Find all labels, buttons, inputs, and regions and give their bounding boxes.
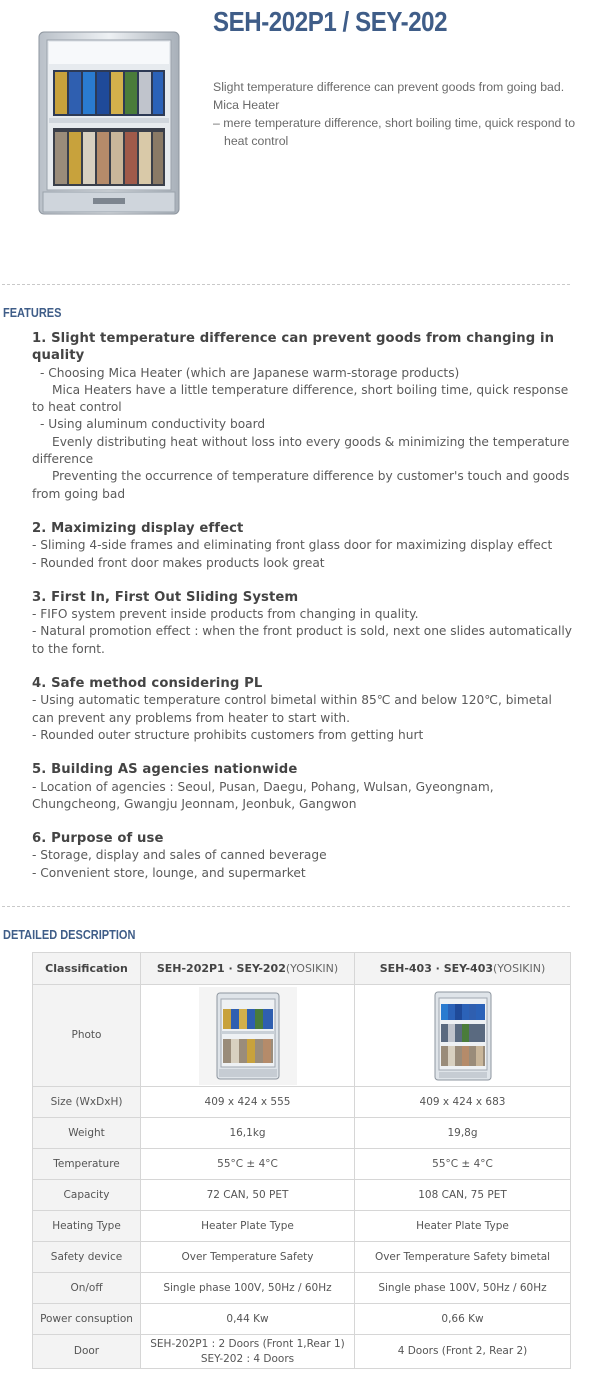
table-cell: 72 CAN, 50 PET [141, 1180, 355, 1211]
section-divider [2, 906, 570, 907]
feature-line: - Using aluminum conductivity board [40, 417, 266, 432]
table-cell: Heater Plate Type [141, 1211, 355, 1242]
table-cell: 409 x 424 x 555 [141, 1087, 355, 1118]
row-label: Heating Type [33, 1211, 141, 1242]
feature-line: - Using automatic temperature control bimetal within 85℃ and below 120℃, bimetal can prevent any problems from heater to start with. [32, 693, 552, 725]
table-cell: Over Temperature Safety bimetal [355, 1242, 571, 1273]
table-row [33, 1180, 571, 1211]
row-label: On/off [33, 1273, 141, 1304]
model-column-header [141, 953, 355, 985]
feature-line: - Rounded outer structure prohibits customers from getting hurt [32, 727, 424, 742]
model-name: SEH-403 · SEY-403 [379, 962, 494, 975]
table-row [33, 1335, 571, 1369]
table-row [33, 1118, 571, 1149]
feature-heading: 1. Slight temperature difference can prevent goods from changing in quality [32, 331, 555, 364]
table-cell: Single phase 100V, 50Hz / 60Hz [355, 1273, 571, 1304]
feature-heading: 6. Purpose of use [32, 831, 164, 847]
feature-line: - Rounded front door makes products look great [32, 555, 325, 570]
row-label: Temperature [33, 1149, 141, 1180]
row-label: Safety device [33, 1242, 141, 1273]
feature-line: - Natural promotion effect : when the front product is sold, next one slides automatically to the fornt. [32, 624, 572, 656]
row-label: Size (WxDxH) [33, 1087, 141, 1118]
table-cell [141, 1335, 355, 1369]
feature-line: - Sliming 4-side frames and eliminating front glass door for maximizing display effect [32, 538, 553, 553]
spec-table [32, 952, 571, 1369]
table-cell: Single phase 100V, 50Hz / 60Hz [141, 1273, 355, 1304]
row-label: Capacity [33, 1180, 141, 1211]
cell-line: SEH-202P1 : 2 Doors (Front 1,Rear 1) [150, 1337, 345, 1350]
intro-line: – mere temperature difference, short boiling time, quick respond to [213, 116, 576, 130]
feature-line: Evenly distributing heat without loss into every goods & minimizing the temperature difference [32, 434, 570, 467]
display-warmer-3-shelf-icon [433, 990, 493, 1082]
section-divider [2, 284, 570, 285]
table-row [33, 1149, 571, 1180]
table-row [33, 1211, 571, 1242]
detailed-description-heading: DETAILED DESCRIPTION [3, 928, 136, 942]
maker-name: (YOSIKIN) [285, 962, 339, 975]
spec-rows [33, 1087, 571, 1335]
table-header-row [33, 953, 571, 985]
model-name: SEH-202P1 · SEY-202 [156, 962, 286, 975]
intro-line: Slight temperature difference can prevent goods from going bad. [213, 80, 565, 94]
table-cell: 16,1kg [141, 1118, 355, 1149]
row-label: Power consuption [33, 1304, 141, 1335]
row-label: Door [33, 1335, 141, 1369]
table-cell: 4 Doors (Front 2, Rear 2) [355, 1335, 571, 1369]
table-cell: 0,66 Kw [355, 1304, 571, 1335]
feature-block [32, 830, 572, 882]
feature-block [32, 520, 572, 572]
table-row [33, 1242, 571, 1273]
feature-line: - Convenient store, lounge, and supermarket [32, 865, 306, 880]
table-row [33, 1087, 571, 1118]
feature-block [32, 589, 572, 658]
feature-heading: 3. First In, First Out Sliding System [32, 589, 299, 605]
table-cell: 409 x 424 x 683 [355, 1087, 571, 1118]
feature-block [32, 761, 572, 813]
features-heading: FEATURES [3, 306, 62, 320]
feature-line: Mica Heaters have a little temperature difference, short boiling time, quick response to heat control [32, 382, 569, 415]
table-cell: Over Temperature Safety [141, 1242, 355, 1273]
row-label: Photo [33, 985, 141, 1087]
feature-heading: 4. Safe method considering PL [32, 676, 263, 692]
product-intro [213, 78, 583, 150]
cell-line: SEY-202 : 4 Doors [200, 1352, 295, 1365]
display-warmer-cabinet-icon [37, 30, 183, 216]
feature-block [32, 330, 572, 503]
table-cell: 19,8g [355, 1118, 571, 1149]
classification-header: Classification [33, 953, 141, 985]
row-label: Weight [33, 1118, 141, 1149]
maker-name: (YOSIKIN) [493, 962, 546, 975]
table-cell: 55°C ± 4°C [355, 1149, 571, 1180]
feature-line: Preventing the occurrence of temperature difference by customer's touch and goods from going bad [32, 469, 570, 501]
table-cell: 0,44 Kw [141, 1304, 355, 1335]
product-title: SEH-202P1 / SEY-202 [213, 6, 448, 37]
table-row [33, 1304, 571, 1335]
table-row [33, 985, 571, 1087]
feature-line: - Location of agencies : Seoul, Pusan, Daegu, Pohang, Wulsan, Gyeongnam, Chungcheong, Gwangju Jeonnam, Jeonbuk, Gangwon [32, 779, 494, 811]
table-cell: 55°C ± 4°C [141, 1149, 355, 1180]
table-row [33, 1273, 571, 1304]
intro-line: heat control [224, 134, 289, 148]
feature-line: - Storage, display and sales of canned beverage [32, 848, 327, 863]
model-column-header [355, 953, 571, 985]
feature-line: - FIFO system prevent inside products from changing in quality. [32, 607, 419, 622]
features-list [32, 330, 572, 899]
feature-line: - Choosing Mica Heater (which are Japanese warm-storage products) [40, 365, 460, 380]
feature-heading: 2. Maximizing display effect [32, 520, 244, 536]
photo-cell [141, 985, 355, 1087]
product-photo [37, 30, 183, 216]
table-cell: Heater Plate Type [355, 1211, 571, 1242]
display-warmer-2-shelf-icon [199, 987, 297, 1085]
feature-heading: 5. Building AS agencies nationwide [32, 762, 298, 778]
intro-line: Mica Heater [213, 98, 280, 112]
photo-cell [355, 985, 571, 1087]
table-cell: 108 CAN, 75 PET [355, 1180, 571, 1211]
feature-block [32, 675, 572, 744]
